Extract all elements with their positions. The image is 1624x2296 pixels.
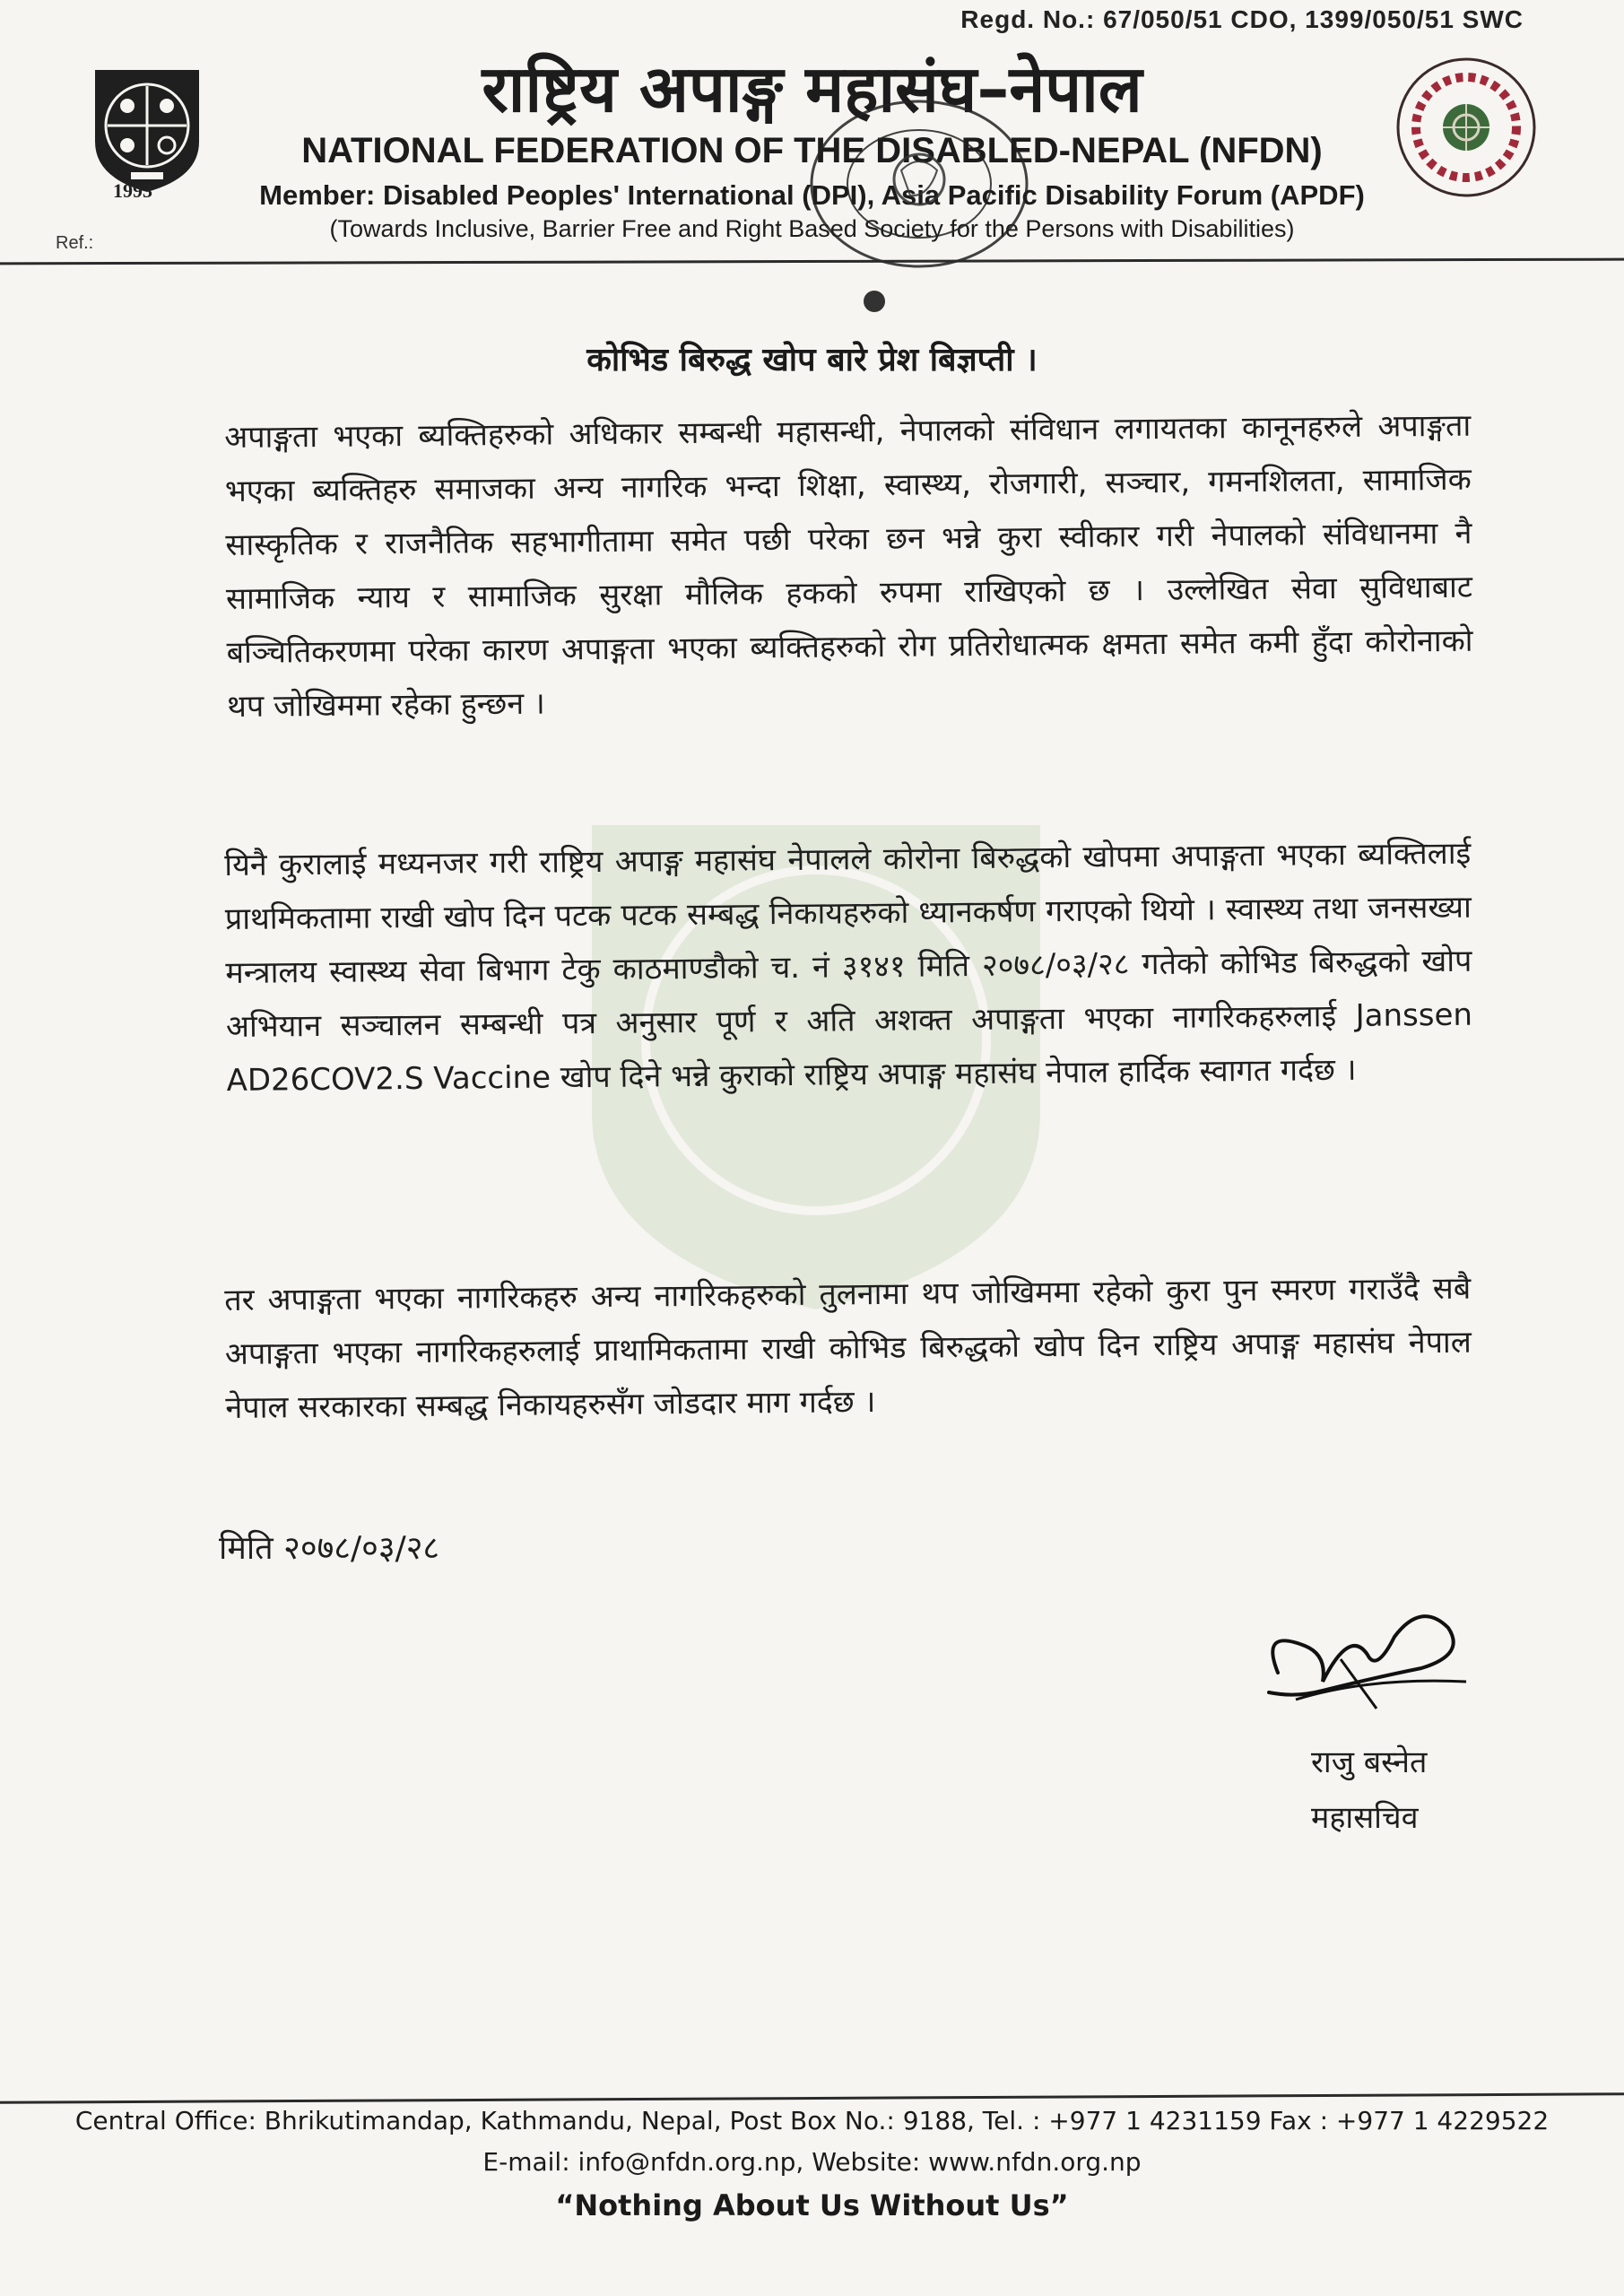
paragraph-1: अपाङ्गता भएका ब्यक्तिहरुको अधिकार सम्बन्धी महासन्धी, नेपालको संविधान लगायतका कानूनहरुले अपाङ्गता भएका ब्यक्तिहरु समाजका अन्य नागरिक भन्दा शिक्षा, स्वास्थ्य, रोजगारी, सञ्चार, गमनशिलता, सामाजिक सास्कृतिक र राजनैतिक सहभागीतामा समेत पछी परेका छन भन्ने कुरा स्वीकार गरी नेपालको संविधानमा नै सामाजिक न्याय र सामाजिक सुरक्षा मौलिक हकको रुपमा राखिएको छ । उल्लेखित सेवा सुविधाबाट बञ्चितिकरणमा परेका कारण अपाङ्गता भएका ब्यक्तिहरुको रोग प्रतिरोधात्मक क्षमता समेत कमी हुँदा कोरोनाको थप जोखिममा रहेका हुन्छन । xyxy=(224,407,1473,725)
signer-title: महासचिव xyxy=(1311,1800,1419,1836)
footer-divider xyxy=(0,2092,1624,2103)
organization-name-nepali: राष्ट्रिय अपाङ्ग महासंघ–नेपाल xyxy=(482,51,1142,126)
signature-icon xyxy=(1242,1592,1475,1744)
ref-label: Ref.: xyxy=(56,233,94,253)
letter-subject: कोभिड बिरुद्ध खोप बारे प्रेश बिज्ञप्ती । xyxy=(586,342,1038,378)
footer-motto: “Nothing About Us Without Us” xyxy=(555,2188,1069,2222)
footer-address: Central Office: Bhrikutimandap, Kathmandu, Nepal, Post Box No.: 9188, Tel. : +977 1 4231159 Fax : +977 1 4229522 xyxy=(74,2106,1550,2135)
federation-stamp-icon xyxy=(789,99,1049,323)
organization-name-english: NATIONAL FEDERATION OF THE DISABLED-NEPAL (NFDN) xyxy=(301,131,1323,170)
paragraph-3: तर अपाङ्गता भएका नागरिकहरु अन्य नागरिकहरुको तुलनामा थप जोखिममा रहेको कुरा पुन स्मरण गराउँदै सबै अपाङ्गता भएका नागरिकहरुलाई प्राथामिकतामा राखी कोभिड बिरुद्धको खोप दिन राष्ट्रिय अपाङ्ग महासंघ नेपाल नेपाल सरकारका सम्बद्ध निकायहरुसँग जोडदार माग गर्दछ । xyxy=(224,1270,1472,1426)
registration-number: Regd. No.: 67/050/51 CDO, 1399/050/51 SWC xyxy=(960,5,1524,33)
signer-name: राजु बस्नेत xyxy=(1311,1744,1428,1780)
letter-date: मिति २०७८/०३/२८ xyxy=(219,1530,440,1567)
footer-contact: E-mail: info@nfdn.org.np, Website: www.nfdn.org.np xyxy=(482,2147,1142,2177)
logo-year: 1993 xyxy=(113,179,152,202)
tagline: (Towards Inclusive, Barrier Free and Right Based Society for the Persons with Disabilities) xyxy=(329,215,1295,242)
paragraph-2: यिनै कुरालाई मध्यनजर गरी राष्ट्रिय अपाङ्ग महासंघ नेपालले कोरोना बिरुद्धको खोपमा अपाङ्गता भएका ब्यक्तिलाई प्राथमिकतामा राखी खोप दिन पटक पटक सम्बद्ध निकायहरुको ध्यानकर्षण गराएको थियो । स्वास्थ्य तथा जनसख्या मन्त्रालय स्वास्थ्य सेवा बिभाग टेकु काठमाण्डौको च. नं ३१४१ मिति २०७८/०३/२८ गतेको कोभिड बिरुद्धको खोप अभियान सञ्चालन सम्बन्धी पत्र अनुसार पूर्ण र अति अशक्त अपाङ्गता भएका नागरिकहरुलाई Janssen AD26COV2.S Vaccine खोप दिने भन्ने कुराको राष्ट्रिय अपाङ्ग महासंघ नेपाल हार्दिक स्वागत गर्दछ । xyxy=(224,835,1473,1099)
membership-line: Member: Disabled Peoples' International (DPI), Asia Pacific Disability Forum (APDF) xyxy=(259,179,1365,211)
